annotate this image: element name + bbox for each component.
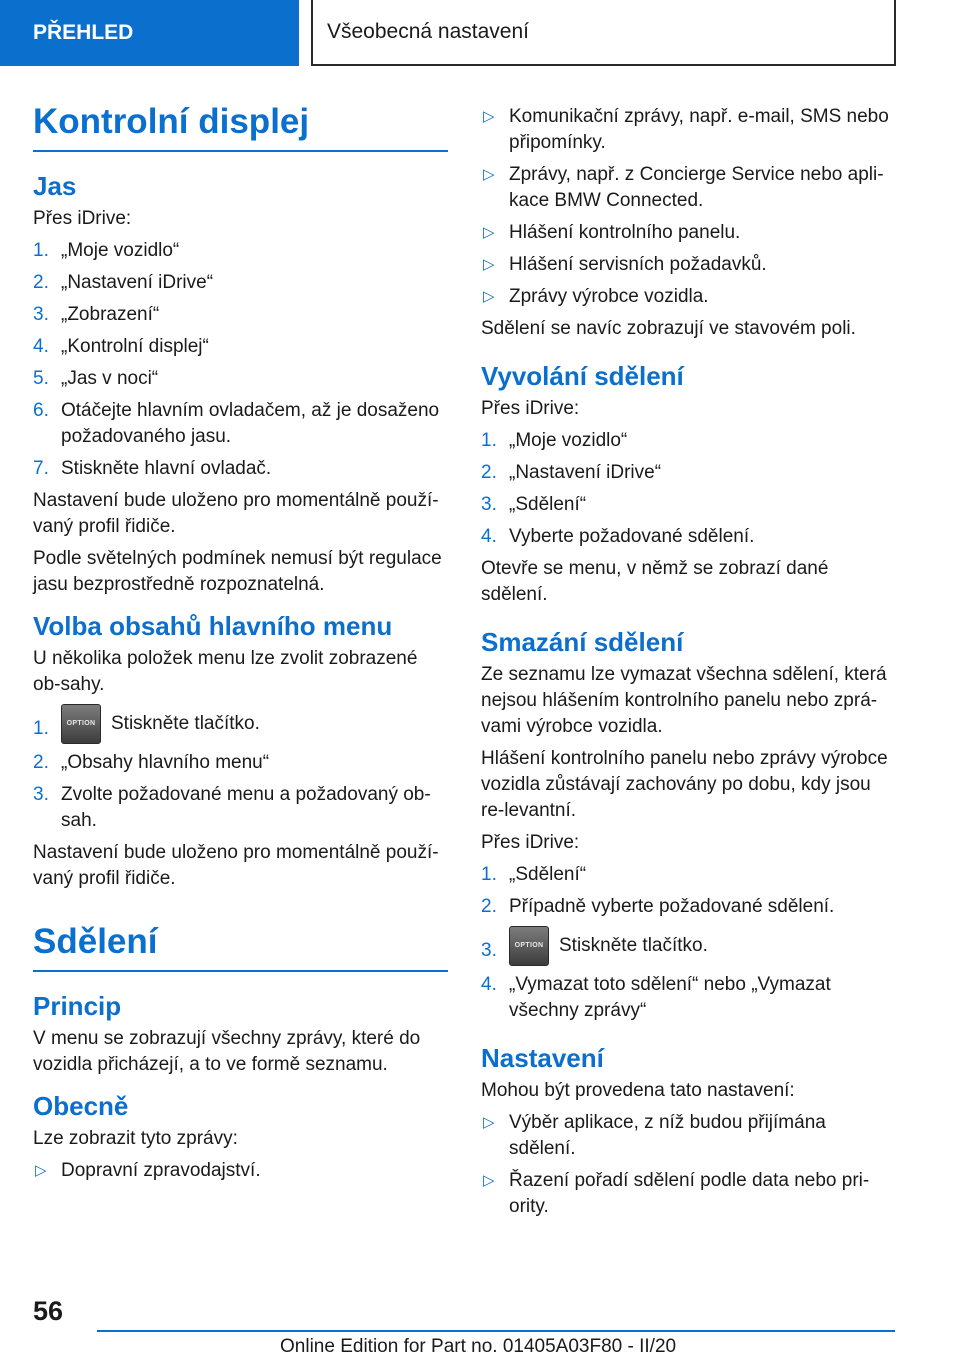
list-item: 1. „Moje vozidlo“ [33,240,180,261]
list-item: 2. Případně vyberte požadované sdělení. [481,896,835,917]
nastaveni-bullets [481,1110,896,1220]
list-item: 6. Otáčejte hlavním ovladačem, až je dosaženo požadovaného jasu. [33,400,440,447]
list-item: ▷ Dopravní zpravodajství. [33,1158,448,1184]
list-item: 1. „Sdělení“ [481,864,587,885]
list-item: 4. „Kontrolní displej“ [33,336,209,357]
list-item: 3. OPTION Stiskněte tlačítko. [481,926,896,966]
heading-volba-obsahu: Volba obsahů hlavního menu [33,611,393,641]
smazani-steps [481,862,896,1024]
heading-princip: Princip [33,991,122,1021]
section-title: Všeobecná nastavení [311,0,896,66]
triangle-bullet-icon: ▷ [483,288,495,305]
volba-steps [33,704,448,834]
list-item: 3. Zvolte požadované menu a požadovaný ob-sah. [33,784,431,831]
heading-nastaveni: Nastavení [481,1043,604,1073]
status-bar-note: Sdělení se navíc zobrazují ve stavovém poli. [481,318,856,339]
message-type-bullets [481,104,896,310]
list-item: 1. „Moje vozidlo“ [481,430,628,451]
vyvolani-intro: Přes iDrive: [481,398,580,419]
list-item: ▷ Řazení pořadí sdělení podle data nebo pri-ority. [483,1170,870,1217]
obecne-intro: Lze zobrazit tyto zprávy: [33,1128,238,1149]
smazani-text-2: Hlášení kontrolního panelu nebo zprávy výrobce vozidla zůstávají zachovány po dobu, kdy jsou re-levantní. [481,748,888,821]
triangle-bullet-icon: ▷ [483,166,495,183]
jas-note-light: Podle světelných podmínek nemusí být regulace jasu bezprostředně rozpoznatelná. [33,548,442,595]
page-number: 56 [33,1296,64,1326]
vyvolani-steps [481,428,896,550]
option-button-icon: OPTION [61,704,101,744]
list-item: 2. „Nastavení iDrive“ [33,272,214,293]
list-item: ▷ Zprávy výrobce vozidla. [481,284,896,310]
list-item: ▷ Výběr aplikace, z níž budou přijímána sdělení. [483,1112,826,1159]
option-button-icon: OPTION [509,926,549,966]
triangle-bullet-icon: ▷ [483,256,495,273]
volba-intro: U několika položek menu lze zvolit zobrazené ob-sahy. [33,648,418,695]
left-column [33,98,448,1190]
chapter-title-sdeleni: Sdělení [33,918,448,972]
volba-note-profile: Nastavení bude uloženo pro momentálně použí-vaný profil řidiče. [33,842,439,889]
list-item: 5. „Jas v noci“ [33,368,159,389]
list-item: 7. Stiskněte hlavní ovladač. [33,458,272,479]
triangle-bullet-icon: ▷ [483,108,495,125]
jas-steps [33,238,448,482]
jas-intro: Přes iDrive: [33,208,132,229]
heading-obecne: Obecně [33,1091,129,1121]
right-column [481,98,896,1226]
list-item: ▷ Zprávy, např. z Concierge Service nebo apli-kace BMW Connected. [483,164,884,211]
tab-prehled[interactable]: PŘEHLED [0,0,299,66]
list-item: 2. „Nastavení iDrive“ [481,462,662,483]
chapter-title-kontrolni-displej: Kontrolní displej [33,98,448,152]
footer-edition: Online Edition for Part no. 01405A03F80 - II/20 [280,1336,677,1357]
smazani-intro: Přes iDrive: [481,832,580,853]
heading-vyvolani: Vyvolání sdělení [481,361,684,391]
triangle-bullet-icon: ▷ [483,1172,495,1189]
list-item: 2. „Obsahy hlavního menu“ [33,752,270,773]
page-header [0,0,960,66]
obecne-bullets [33,1158,448,1184]
smazani-text-1: Ze seznamu lze vymazat všechna sdělení, která nejsou hlášením kontrolního panelu nebo zprá-vami výrobce vozidla. [481,664,887,737]
heading-jas: Jas [33,171,77,201]
triangle-bullet-icon: ▷ [483,224,495,241]
list-item: 1. OPTION Stiskněte tlačítko. [33,704,448,744]
triangle-bullet-icon: ▷ [35,1162,47,1179]
list-item: 4. „Vymazat toto sdělení“ nebo „Vymazat všechny zprávy“ [481,974,831,1021]
list-item: 3. „Zobrazení“ [33,304,160,325]
list-item: 4. Vyberte požadované sdělení. [481,526,755,547]
list-item: ▷ Hlášení servisních požadavků. [481,252,896,278]
vyvolani-note: Otevře se menu, v němž se zobrazí dané sdělení. [481,558,829,605]
heading-smazani: Smazání sdělení [481,627,684,657]
jas-note-profile: Nastavení bude uloženo pro momentálně použí-vaný profil řidiče. [33,490,439,537]
nastaveni-intro: Mohou být provedena tato nastavení: [481,1080,795,1101]
footer-divider [97,1330,895,1332]
list-item: ▷ Hlášení kontrolního panelu. [481,220,896,246]
list-item: ▷ Komunikační zprávy, např. e-mail, SMS nebo připomínky. [483,106,889,153]
princip-text: V menu se zobrazují všechny zprávy, které do vozidla přicházejí, a to ve formě seznamu. [33,1028,421,1075]
list-item: 3. „Sdělení“ [481,494,587,515]
triangle-bullet-icon: ▷ [483,1114,495,1131]
